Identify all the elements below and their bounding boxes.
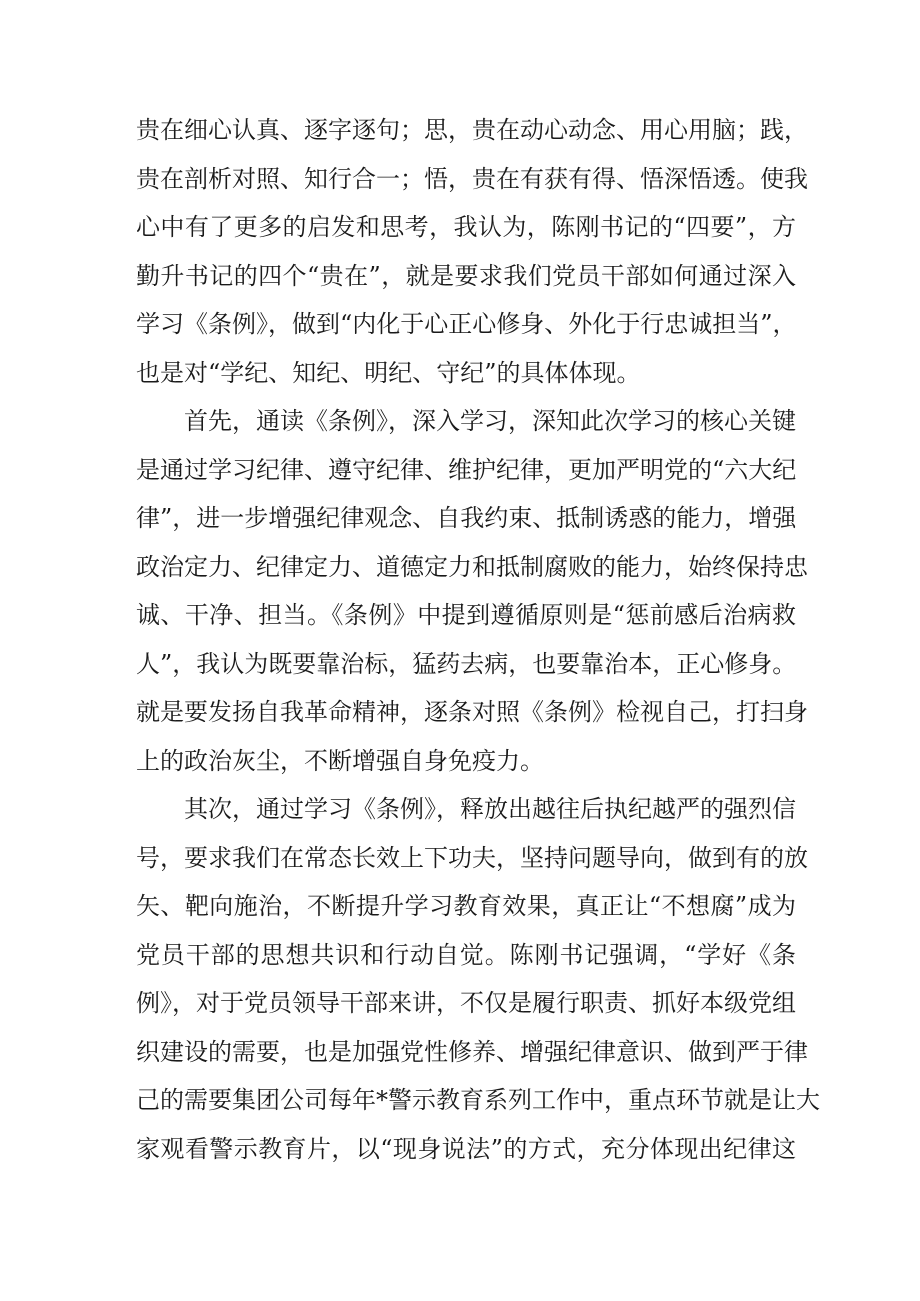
paragraph-2-line-3: 律”，进一步增强纪律观念、自我约束、抵制诱惑的能力，增强 [136,504,797,532]
paragraph-2-line-1: 首先，通读《条例》，深入学习，深知此次学习的核心关键 [184,407,796,435]
paragraph-3-line-4: 党员干部的思想共识和行动自觉。陈刚书记强调，“学好《条 [136,941,796,969]
paragraph-2-line-7: 就是要发扬自我革命精神，逐条对照《条例》检视自己，打扫身 [136,698,808,726]
paragraph-3-line-8: 家观看警示教育片，以“现身说法”的方式，充分体现出纪律这 [136,1135,796,1163]
paragraph-3-line-2: 号，要求我们在常态长效上下功夫，坚持问题导向，做到有的放 [136,844,808,872]
paragraph-3-line-3: 矢、靶向施治，不断提升学习教育效果，真正让“不想腐”成为 [136,892,796,920]
paragraph-1-line-1: 贵在细心认真、逐字逐句；思，贵在动心动念、用心用脑；践， [136,116,808,144]
paragraph-3-line-7: 己的需要集团公司每年*警示教育系列工作中，重点环节就是让大 [136,1086,820,1114]
paragraph-3-line-5: 例》，对于党员领导干部来讲，不仅是履行职责、抓好本级党组 [136,989,796,1017]
paragraph-3-line-6: 织建设的需要，也是加强党性修养、增强纪律意识、做到严于律 [136,1038,808,1066]
paragraph-1-line-5: 学习《条例》，做到“内化于心正心修身、外化于行忠诚担当”， [136,310,797,338]
paragraph-2-line-8: 上的政治灰尘，不断增强自身免疫力。 [136,747,544,775]
paragraph-1-line-6: 也是对“学纪、知纪、明纪、守纪”的具体体现。 [136,359,641,387]
paragraph-3-line-1: 其次，通过学习《条例》，释放出越往后执纪越严的强烈信 [184,795,796,823]
paragraph-2-line-4: 政治定力、纪律定力、道德定力和抵制腐败的能力，始终保持忠 [136,553,808,581]
paragraph-2-line-6: 人”，我认为既要靠治标，猛药去病，也要靠治本，正心修身。 [136,650,797,678]
paragraph-1-line-2: 贵在剖析对照、知行合一；悟，贵在有获有得、悟深悟透。使我 [136,165,808,193]
paragraph-2-line-2: 是通过学习纪律、遵守纪律、维护纪律，更加严明党的“六大纪 [136,456,797,484]
paragraph-1-line-3: 心中有了更多的启发和思考，我认为，陈刚书记的“四要”，方 [136,213,796,241]
paragraph-2-line-5: 诚、干净、担当。《条例》中提到遵循原则是“惩前感后治病救 [136,601,796,629]
paragraph-1-line-4: 勤升书记的四个“贵在”，就是要求我们党员干部如何通过深入 [136,262,796,290]
